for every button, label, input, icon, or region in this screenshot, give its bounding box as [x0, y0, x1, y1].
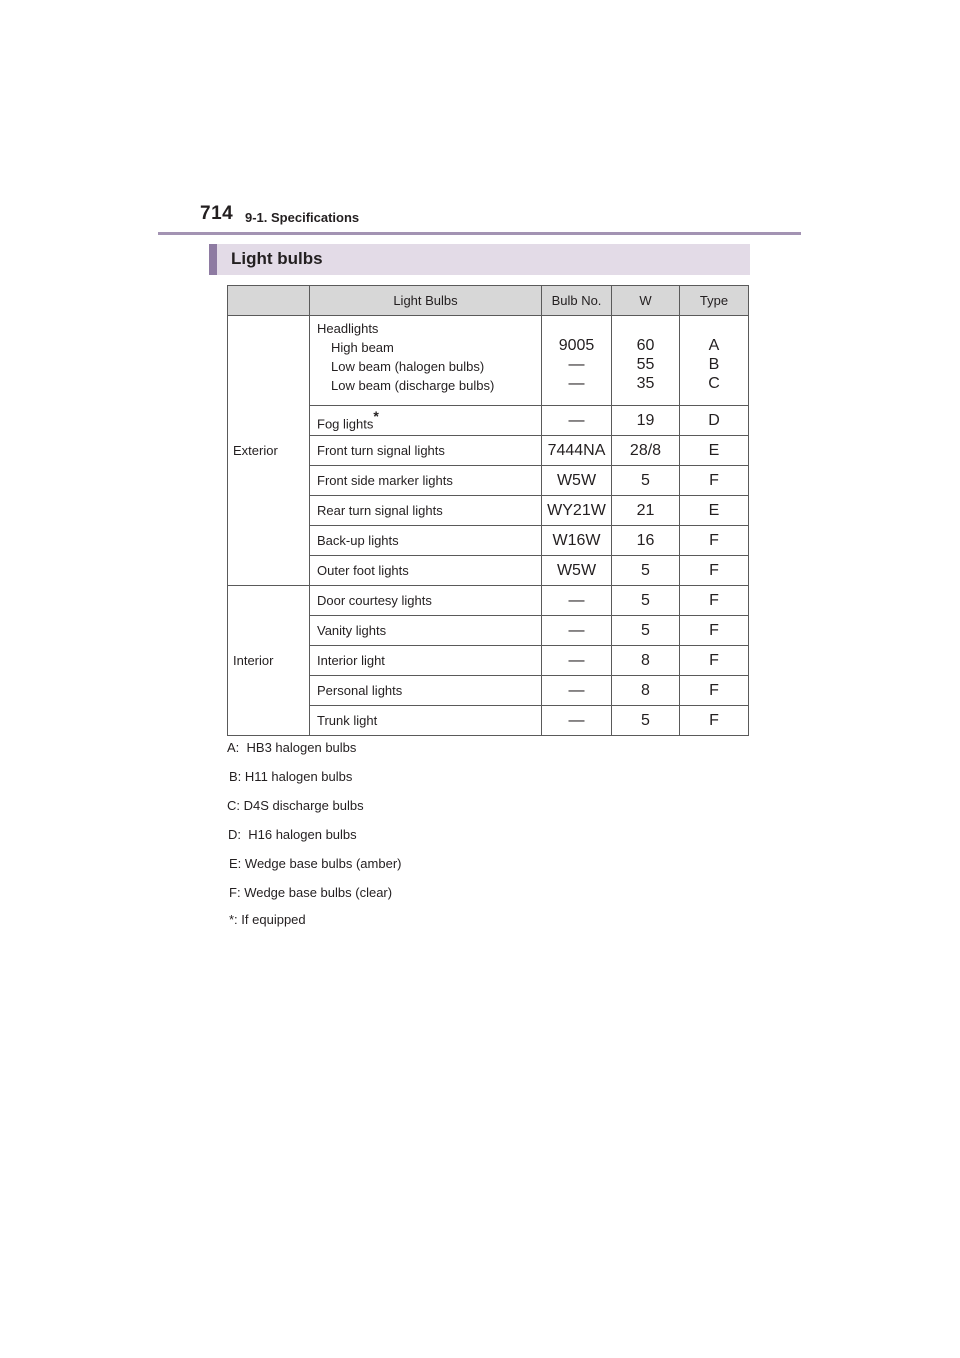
legend-key: E:: [229, 856, 242, 871]
w-cell: 28/8: [612, 436, 680, 466]
light-name-cell: Door courtesy lights: [310, 586, 542, 616]
legend-item: [229, 912, 306, 927]
type-value: C: [708, 375, 720, 392]
light-name-cell: [310, 406, 542, 436]
legend-key: A:: [227, 740, 240, 755]
w-value: 60: [636, 337, 655, 354]
section-title: Light bulbs: [231, 249, 323, 268]
footnote-star: *: [373, 407, 379, 424]
table-header-row: [228, 286, 749, 316]
light-name-cell: Front turn signal lights: [310, 436, 542, 466]
bulb-no-cell: —: [542, 676, 612, 706]
light-name: Headlights: [317, 321, 379, 336]
legend-item: [229, 856, 402, 871]
legend-text: Wedge base bulbs (amber): [244, 856, 402, 871]
w-cell: 5: [612, 586, 680, 616]
bulb-no-cell: W5W: [542, 466, 612, 496]
bulb-no-cell: W5W: [542, 556, 612, 586]
bulb-no-cell: W16W: [542, 526, 612, 556]
type-cell: F: [680, 526, 749, 556]
w-cell: 16: [612, 526, 680, 556]
dash-value: —: [568, 375, 585, 392]
light-name-cell: Back-up lights: [310, 526, 542, 556]
light-name-cell: Personal lights: [310, 676, 542, 706]
w-cell: 8: [612, 676, 680, 706]
legend-text: D4S discharge bulbs: [243, 798, 364, 813]
w-cell: 5: [612, 466, 680, 496]
light-name-cell: Trunk light: [310, 706, 542, 736]
w-cell: 5: [612, 616, 680, 646]
w-cell: 21: [612, 496, 680, 526]
w-cell: 19: [612, 406, 680, 436]
type-cell: E: [680, 436, 749, 466]
bulb-no-cell: —: [542, 616, 612, 646]
light-name-cell: Front side marker lights: [310, 466, 542, 496]
type-cell: F: [680, 646, 749, 676]
w-cell: 5: [612, 706, 680, 736]
page-number: 714: [200, 203, 234, 224]
group-label-exterior: Exterior: [228, 316, 310, 586]
light-name-cell: Rear turn signal lights: [310, 496, 542, 526]
headlight-sub-item: Low beam (discharge bulbs): [331, 378, 495, 393]
type-value: A: [708, 337, 720, 354]
legend-text: H11 halogen bulbs: [244, 769, 353, 784]
type-value: B: [708, 356, 720, 373]
headlights-cell: [310, 316, 542, 406]
legend-key: B:: [229, 769, 242, 784]
w-value: 35: [636, 375, 655, 392]
header-rule: [158, 232, 801, 235]
bulb-no-cell: —: [542, 406, 612, 436]
bulb-no-value: 9005: [558, 337, 595, 354]
type-cell: D: [680, 406, 749, 436]
legend-text: HB3 halogen bulbs: [242, 740, 357, 755]
legend-item: [229, 885, 392, 900]
bulb-no-cell: —: [542, 586, 612, 616]
legend-text: Wedge base bulbs (clear): [244, 885, 393, 900]
legend-text: H16 halogen bulbs: [244, 827, 357, 842]
legend-text: If equipped: [241, 912, 306, 927]
headlights-type-cell: [680, 316, 749, 406]
table-row: [228, 586, 749, 616]
light-name-cell: Vanity lights: [310, 616, 542, 646]
bulb-no-cell: —: [542, 646, 612, 676]
light-name: Fog lights: [317, 416, 374, 432]
column-header-light-bulbs: Light Bulbs: [310, 286, 542, 316]
legend-item: [227, 798, 364, 813]
headlights-bulb-no-cell: [542, 316, 612, 406]
bulb-no-cell: 7444NA: [542, 436, 612, 466]
legend-key: D:: [228, 827, 241, 842]
legend-item: [228, 827, 357, 842]
type-cell: F: [680, 466, 749, 496]
type-cell: F: [680, 586, 749, 616]
column-header-bulb-no: Bulb No.: [542, 286, 612, 316]
type-cell: F: [680, 556, 749, 586]
dash-value: —: [568, 356, 585, 373]
light-bulbs-table: [227, 285, 749, 736]
column-header-type: Type: [680, 286, 749, 316]
headlight-sub-item: High beam: [331, 340, 394, 355]
column-header-group: [228, 286, 310, 316]
legend-key: *:: [229, 912, 238, 927]
bulb-no-cell: WY21W: [542, 496, 612, 526]
group-label-interior: Interior: [228, 586, 310, 736]
headlights-w-cell: [612, 316, 680, 406]
w-cell: 8: [612, 646, 680, 676]
section-title-bar: [209, 244, 750, 275]
legend-item: [227, 740, 356, 755]
type-cell: F: [680, 676, 749, 706]
type-cell: F: [680, 616, 749, 646]
column-header-w: W: [612, 286, 680, 316]
w-cell: 5: [612, 556, 680, 586]
w-value: 55: [636, 356, 655, 373]
light-name-cell: Outer foot lights: [310, 556, 542, 586]
headlight-sub-item: Low beam (halogen bulbs): [331, 359, 485, 374]
table-row: [228, 316, 749, 406]
legend-key: F:: [229, 885, 241, 900]
light-name-cell: Interior light: [310, 646, 542, 676]
section-label: 9-1. Specifications: [245, 210, 360, 225]
legend-item: [229, 769, 352, 784]
legend-key: C:: [227, 798, 240, 813]
type-cell: E: [680, 496, 749, 526]
bulb-no-cell: —: [542, 706, 612, 736]
type-cell: F: [680, 706, 749, 736]
